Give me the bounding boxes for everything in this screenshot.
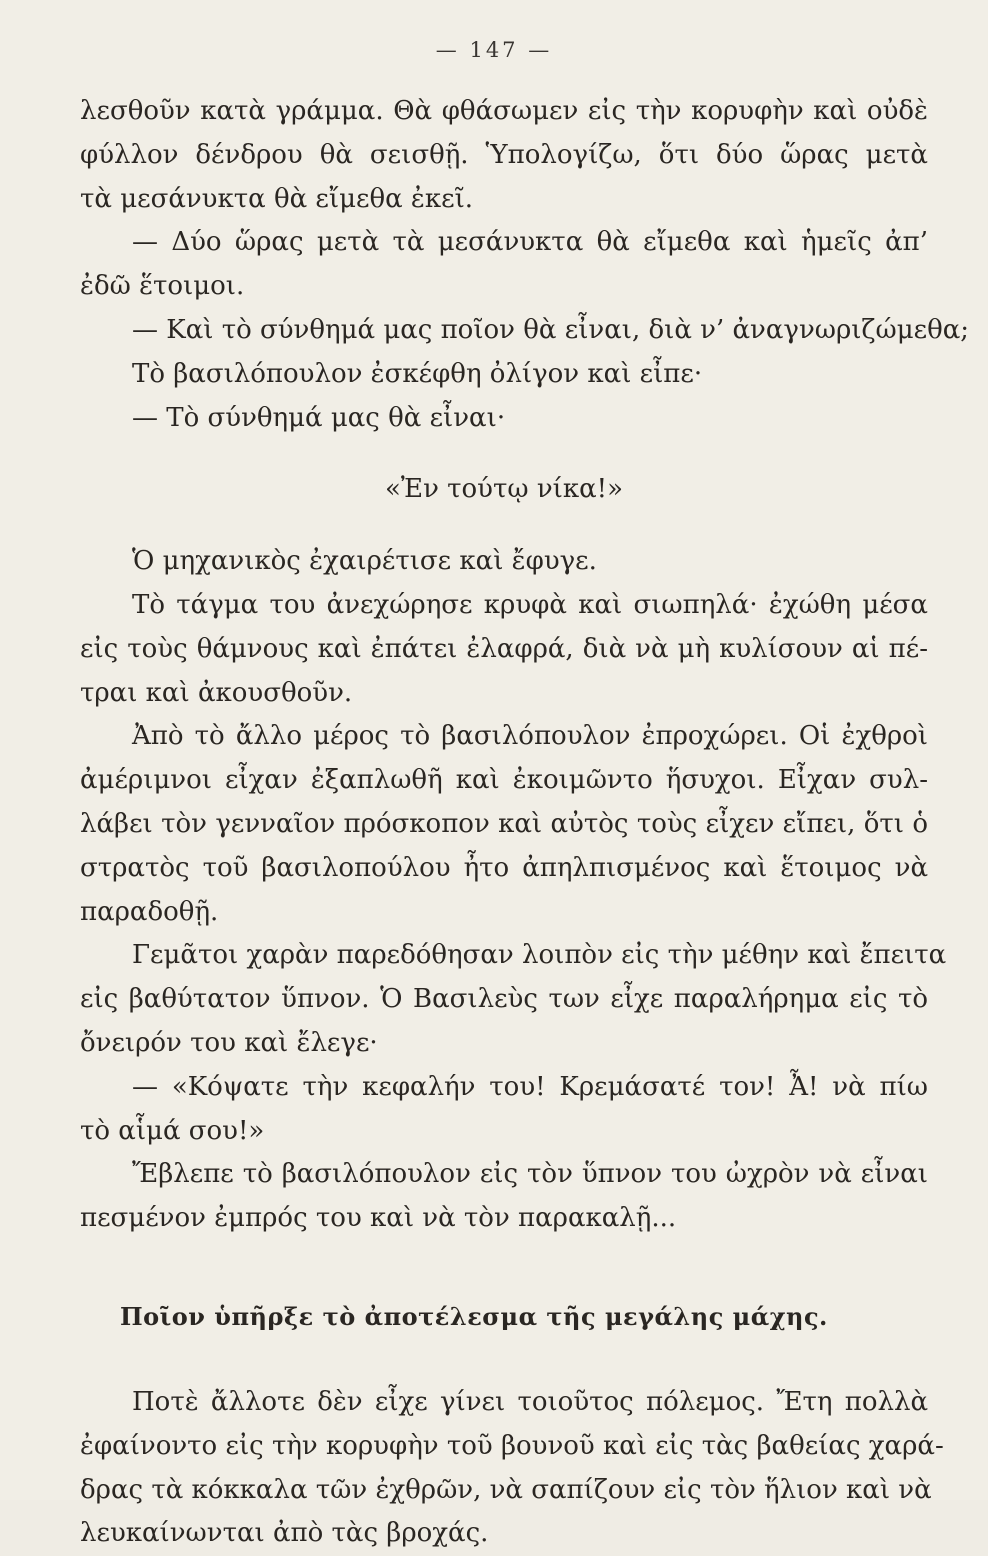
text-line: ἀμέριμνοι εἶχαν ἐξαπλωθῆ καὶ ἐκοιμῶντο ἥσυχοι. Εἶχαν συλ- [80,765,928,796]
text-line: φύλλον δένδρου θὰ σεισθῇ. Ὑπολογίζω, ὅτι δύο ὥρας μετὰ [80,139,928,170]
text-line: δρας τὰ κόκκαλα τῶν ἐχθρῶν, νὰ σαπίζουν εἰς τὸν ἥλιον καὶ νὰ [80,1474,932,1505]
text-line: Τὸ τάγμα του ἀνεχώρησε κρυφὰ καὶ σιωπηλά· ἐχώθη μέσα [132,589,928,620]
text-line: Ἔβλεπε τὸ βασιλόπουλον εἰς τὸν ὕπνον του ὠχρὸν νὰ εἶναι [132,1159,928,1190]
page-body [80,90,970,1556]
text-line: ὄνειρόν του καὶ ἔλεγε· [80,1027,378,1058]
text-line: ἐδῶ ἕτοιμοι. [80,271,245,302]
text-line: τὸ αἷμά σου!» [80,1115,265,1146]
text-line: — Καὶ τὸ σύνθημά μας ποῖον θὰ εἶναι, διὰ ν’ ἀναγνωριζώμεθα; [132,314,970,345]
text-line: — Τὸ σύνθημά μας θὰ εἶναι· [132,402,506,433]
text-line: πεσμένον ἐμπρός του καὶ νὰ τὸν παρακαλῇ... [80,1203,677,1234]
text-line: — «Κόψατε τὴν κεφαλήν του! Κρεμάσατέ τον! Ἆ! νὰ πίω [132,1071,928,1102]
text-line: λάβει τὸν γενναῖον πρόσκοπον καὶ αὐτὸς τοὺς εἶχεν εἴπει, ὅτι ὁ [80,808,928,839]
text-line: λευκαίνωνται ἀπὸ τὰς βροχάς. [80,1518,489,1549]
text-line: λεσθοῦν κατὰ γράμμα. Θὰ φθάσωμεν εἰς τὴν κορυφὴν καὶ οὐδὲ [80,96,928,126]
text-line: Γεμᾶτοι χαρὰν παρεδόθησαν λοιπὸν εἰς τὴν μέθην καὶ ἔπειτα [132,940,947,971]
page-number: — 147 — [435,38,553,62]
text-line: ἐφαίνοντο εἰς τὴν κορυφὴν τοῦ βουνοῦ καὶ εἰς τὰς βαθείας χαρά- [80,1430,944,1461]
text-line: εἰς τοὺς θάμνους καὶ ἐπάτει ἐλαφρά, διὰ νὰ μὴ κυλίσουν αἱ πέ- [80,633,928,664]
text-line: στρατὸς τοῦ βασιλοπούλου ἦτο ἀπηλπισμένος καὶ ἕτοιμος νὰ [80,852,928,883]
section-heading: Ποῖον ὑπῆρξε τὸ ἀποτέλεσμα τῆς μεγάλης μάχης. [120,1301,828,1331]
text-line: — Δύο ὥρας μετὰ τὰ μεσάνυκτα θὰ εἴμεθα καὶ ἡμεῖς ἀπ’ [132,227,928,258]
text-line: Τὸ βασιλόπουλον ἐσκέφθη ὀλίγον καὶ εἶπε· [132,358,703,389]
motto-line: «Ἐν τούτῳ νίκα!» [384,474,623,505]
text-line: Ὁ μηχανικὸς ἐχαιρέτισε καὶ ἔφυγε. [132,546,597,577]
text-line: τραι καὶ ἀκουσθοῦν. [80,677,353,708]
text-line: τὰ μεσάνυκτα θὰ εἴμεθα ἐκεῖ. [80,183,474,214]
text-line: παραδοθῇ. [80,896,219,927]
text-line: εἰς βαθύτατον ὕπνον. Ὁ Βασιλεὺς των εἶχε παραλήρημα εἰς τὸ [80,984,928,1015]
text-line: Ποτὲ ἄλλοτε δὲν εἶχε γίνει τοιοῦτος πόλεμος. Ἔτη πολλὰ [132,1386,928,1417]
text-line: Ἀπὸ τὸ ἄλλο μέρος τὸ βασιλόπουλον ἐπροχώρει. Οἱ ἐχθροὶ [132,721,928,752]
